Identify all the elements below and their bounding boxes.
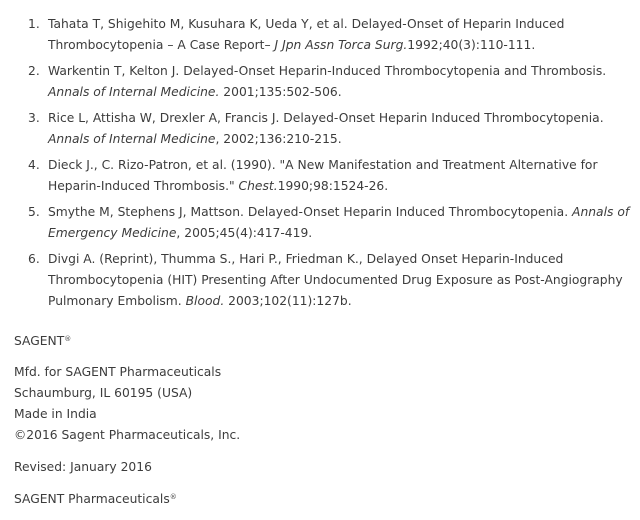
revised-line: Revised: January 2016: [14, 460, 152, 474]
reference-text: Smythe M, Stephens J, Mattson. Delayed-Onset Heparin Induced Thrombocytopenia.: [48, 205, 573, 219]
reference-text: Warkentin T, Kelton J. Delayed-Onset Heparin-Induced Thrombocytopenia and Thrombosis.: [48, 64, 607, 78]
reference-item: [0, 249, 640, 312]
brand-text: SAGENT: [14, 334, 65, 348]
reference-citation: , 2005;45(4):417-419.: [176, 226, 313, 240]
reference-citation: 2003;102(11):127b.: [224, 294, 352, 308]
reference-item: [0, 108, 640, 150]
reference-journal: J Jpn Assn Torca Surg.: [274, 38, 408, 52]
reference-number: 3.: [28, 111, 40, 125]
reference-item: [0, 14, 640, 56]
reference-text: Tahata T, Shigehito M, Kusuhara K, Ueda Y, et al. Delayed-Onset of Heparin Induced Thrombocytopenia – A Case Report–: [48, 17, 565, 52]
reference-number: 1.: [28, 17, 40, 31]
copyright-line: ©2016 Sagent Pharmaceuticals, Inc.: [14, 428, 241, 442]
reference-number: 4.: [28, 158, 40, 172]
reference-citation: 1990;98:1524-26.: [277, 179, 389, 193]
reference-text: Rice L, Attisha W, Drexler A, Francis J. Delayed-Onset Heparin Induced Thrombocytopenia.: [48, 111, 604, 125]
manufacturer-line: Mfd. for SAGENT Pharmaceuticals: [14, 365, 222, 379]
reference-journal: Annals of Emergency Medicine: [48, 205, 630, 240]
reference-item: [0, 61, 640, 103]
reference-journal: Annals of Internal Medicine: [48, 132, 216, 146]
company-text: SAGENT Pharmaceuticals: [14, 492, 170, 506]
reference-number: 2.: [28, 64, 40, 78]
reference-journal: Annals of Internal Medicine.: [48, 85, 220, 99]
city-line: Schaumburg, IL 60195 (USA): [14, 386, 193, 400]
reference-journal: Blood.: [185, 294, 225, 308]
reference-citation: 2001;135:502-506.: [219, 85, 342, 99]
reference-text: Dieck J., C. Rizo-Patron, et al. (1990). "A New Manifestation and Treatment Alternative for Heparin-Induced Thrombosis.": [48, 158, 598, 193]
reference-item: [0, 155, 640, 197]
company-name: [14, 489, 634, 510]
origin-line: Made in India: [14, 407, 97, 421]
reference-number: 6.: [28, 252, 40, 266]
reference-citation: , 2002;136:210-215.: [215, 132, 342, 146]
reference-journal: Chest.: [238, 179, 278, 193]
label-footer: [14, 331, 634, 510]
brand-name: [14, 331, 634, 352]
registered-mark: ®: [64, 335, 72, 343]
reference-citation: 1992;40(3):110-111.: [407, 38, 536, 52]
reference-number: 5.: [28, 205, 40, 219]
reference-list: [0, 14, 640, 317]
registered-mark: ®: [169, 493, 177, 501]
reference-text: Divgi A. (Reprint), Thumma S., Hari P., Friedman K., Delayed Onset Heparin-Induced Thrombocytopenia (HIT) Presenting After Undocumented Drug Exposure as Post-Angiography Pulmonary Embolism.: [48, 252, 623, 308]
reference-item: [0, 202, 640, 244]
